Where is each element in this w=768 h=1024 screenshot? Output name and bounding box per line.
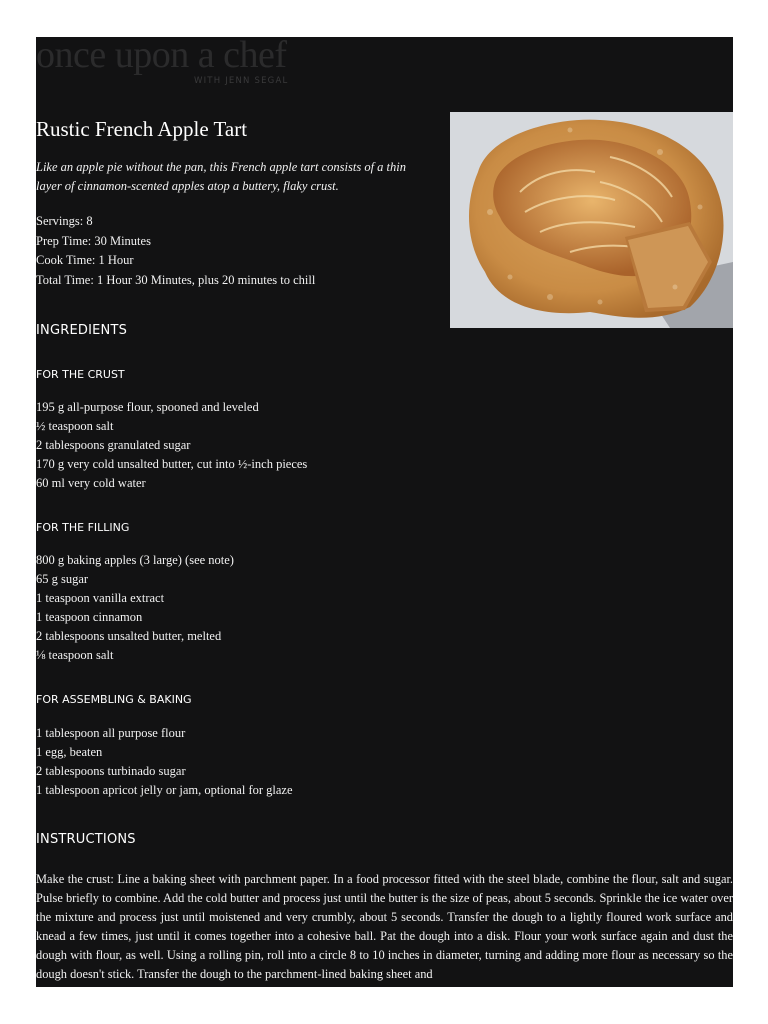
recipe-meta <box>36 212 315 290</box>
ingredient-item: ⅛ teaspoon salt <box>36 648 114 663</box>
filling-section-title: FOR THE FILLING <box>36 521 130 534</box>
servings: Servings: 8 <box>36 214 93 228</box>
ingredient-item: 2 tablespoons granulated sugar <box>36 438 191 453</box>
ingredient-item: 60 ml very cold water <box>36 476 146 491</box>
ingredient-item: 1 tablespoon apricot jelly or jam, optional for glaze <box>36 783 293 798</box>
crust-ingredients-list <box>36 398 307 493</box>
ingredient-item: 1 egg, beaten <box>36 745 103 760</box>
ingredient-item: 170 g very cold unsalted butter, cut into ½-inch pieces <box>36 457 308 472</box>
prep-time: Prep Time: 30 Minutes <box>36 233 151 248</box>
assembling-ingredients-list <box>36 724 293 800</box>
recipe-photo <box>450 112 733 328</box>
crust-section-title: FOR THE CRUST <box>36 368 125 381</box>
filling-ingredients-list <box>36 551 234 666</box>
ingredient-item: 2 tablespoons unsalted butter, melted <box>36 629 222 644</box>
ingredient-item: 65 g sugar <box>36 572 89 587</box>
ingredient-item: ½ teaspoon salt <box>36 419 114 434</box>
ingredient-item: 800 g baking apples (3 large) (see note) <box>36 553 234 567</box>
site-logo-tagline: WITH JENN SEGAL <box>194 76 289 86</box>
total-time: Total Time: 1 Hour 30 Minutes, plus 20 minutes to chill <box>36 272 316 287</box>
ingredients-heading: INGREDIENTS <box>36 323 128 338</box>
ingredient-item: 195 g all-purpose flour, spooned and leveled <box>36 400 259 414</box>
recipe-intro: Like an apple pie without the pan, this French apple tart consists of a thin layer of cinnamon-scented apples atop a buttery, flaky crust. <box>36 160 406 193</box>
cook-time: Cook Time: 1 Hour <box>36 253 134 267</box>
ingredient-item: 2 tablespoons turbinado sugar <box>36 764 186 779</box>
site-logo[interactable]: once upon a chef <box>36 37 287 76</box>
instructions-text: Make the crust: Line a baking sheet with parchment paper. In a food processor fitted with the steel blade, combine the flour, salt and sugar. Pulse briefly to combine. Add the cold butter and process just until the butter is the size of peas, about 5 seconds. Sprinkle the ice water over the mixture and process just until moistened and very crumbly, about 5 seconds. Transfer the dough to a lightly floured work surface and knead a few times, just until it comes together into a cohesive ball. Pat the dough into a disk. Flour your work surface again and dust the dough with flour, as well. Using a rolling pin, roll into a circle 8 to 10 inches in diameter, turning and adding more flour as necessary so the dough doesn't stick. Transfer the dough to the parchment-lined baking sheet and <box>36 872 733 982</box>
instructions-heading: INSTRUCTIONS <box>36 832 136 847</box>
ingredient-item: 1 teaspoon cinnamon <box>36 610 143 625</box>
assembling-section-title: FOR ASSEMBLING & BAKING <box>36 693 192 706</box>
ingredient-item: 1 tablespoon all purpose flour <box>36 726 186 740</box>
ingredient-item: 1 teaspoon vanilla extract <box>36 591 165 606</box>
recipe-page <box>36 37 733 987</box>
recipe-title: Rustic French Apple Tart <box>36 117 248 141</box>
